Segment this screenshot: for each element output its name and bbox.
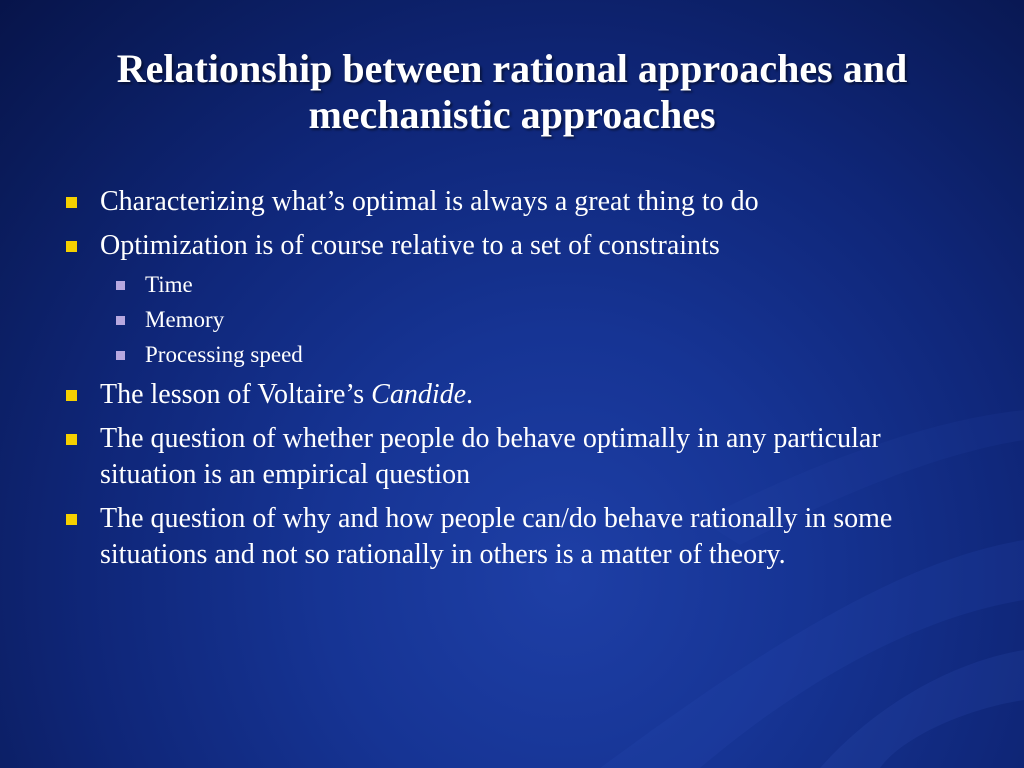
bullet-item-2 bbox=[58, 228, 958, 264]
bullet-item-1 bbox=[58, 184, 958, 220]
bullet-item-4 bbox=[58, 421, 958, 493]
square-bullet-icon bbox=[66, 434, 77, 445]
bullet-text: Characterizing what’s optimal is always a great thing to do bbox=[100, 186, 759, 217]
square-bullet-icon bbox=[66, 241, 77, 252]
sub-bullet-text: Memory bbox=[145, 307, 225, 332]
bullet-text: Optimization is of course relative to a set of constraints bbox=[100, 230, 720, 261]
square-bullet-icon bbox=[66, 197, 77, 208]
bullet-text-prefix: The lesson of Voltaire’s bbox=[100, 379, 372, 410]
bullet-text: The question of why and how people can/do behave rationally in some situations and not so rationally in others is a matter of theory. bbox=[100, 503, 893, 570]
title-line-1: Relationship between rational approaches and bbox=[116, 46, 908, 91]
book-title: Candide bbox=[371, 379, 467, 410]
bullet-text: The question of whether people do behave optimally in any particular situation is an empirical question bbox=[100, 423, 881, 490]
sub-bullet-item-processing-speed bbox=[58, 340, 958, 370]
bullet-item-5 bbox=[58, 501, 958, 573]
bullet-item-3 bbox=[58, 377, 958, 413]
square-bullet-icon bbox=[66, 390, 77, 401]
sub-bullet-item-memory bbox=[58, 305, 958, 335]
square-sub-bullet-icon bbox=[116, 351, 125, 360]
slide-title bbox=[40, 46, 984, 138]
square-sub-bullet-icon bbox=[116, 316, 125, 325]
bullet-text-suffix: . bbox=[466, 379, 474, 410]
sub-bullet-item-time bbox=[58, 270, 958, 300]
sub-bullet-text: Processing speed bbox=[145, 342, 303, 367]
square-sub-bullet-icon bbox=[116, 281, 125, 290]
sub-bullet-text: Time bbox=[145, 272, 193, 297]
bullet-list bbox=[58, 184, 958, 581]
title-line-2: mechanistic approaches bbox=[308, 92, 716, 137]
square-bullet-icon bbox=[66, 514, 77, 525]
